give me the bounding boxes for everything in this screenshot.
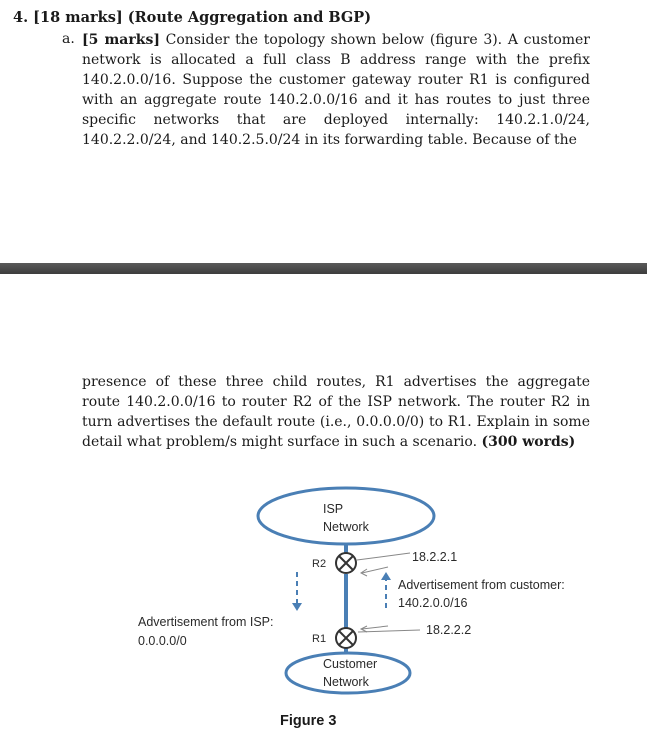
customer-advert-arrowhead: [381, 572, 391, 580]
question-paragraph-1: [82, 30, 590, 150]
topology-diagram: [0, 480, 647, 710]
router-r2-icon: [336, 553, 356, 573]
paragraph-2-text: presence of these three child routes, R1 advertises the aggregate route 140.2.0.0/16 to router R2 of the ISP network. The router R2 in turn advertises the default route (i.e., 0.0.0.0/0) to R1. Explain in some detail what problem/s might surface in such a scenario.: [82, 374, 590, 450]
r1-ip-label: 18.2.2.2: [426, 623, 472, 637]
figure-caption: Figure 3: [280, 713, 337, 729]
r2-ip-label: 18.2.2.1: [412, 550, 458, 564]
isp-label-line2: Network: [323, 520, 369, 534]
r2-label: R2: [312, 558, 327, 570]
isp-advert-arrowhead: [292, 603, 302, 611]
customer-advert-label-line2: 140.2.0.0/16: [398, 596, 468, 610]
isp-label-line1: ISP: [323, 502, 344, 516]
isp-advert-label-line1: Advertisement from ISP:: [138, 615, 274, 629]
question-heading: 4. [18 marks] (Route Aggregation and BGP): [13, 9, 372, 26]
question-paragraph-2: [82, 372, 590, 452]
paragraph-1-text: Consider the topology shown below (figure 3). A customer network is allocated a full class B address range with the prefix 140.2.0.0/16. Suppose the customer gateway router R1 is configured with an aggregate route 140.2.0.0/16 and it has routes to just three specific networks that are deployed internally: 140.2.1.0/24, 140.2.2.0/24, and 140.2.5.0/24 in its forwarding table. Because of the: [82, 32, 590, 148]
customer-label-line1: Customer: [323, 657, 378, 671]
r1-ip-pointer: [358, 630, 420, 632]
isp-advert-label-line2: 0.0.0.0/0: [138, 634, 187, 648]
r1-label: R1: [312, 633, 327, 645]
word-limit: (300 words): [481, 434, 576, 450]
isp-network-ellipse: [258, 488, 434, 544]
router-r1-icon: [336, 628, 356, 648]
r2-ip-pointer: [357, 553, 410, 560]
customer-label-line2: Network: [323, 675, 369, 689]
part-marks: [5 marks]: [82, 32, 160, 48]
customer-advert-label-line1: Advertisement from customer:: [398, 578, 565, 592]
page-divider: [0, 263, 647, 274]
part-label: a.: [62, 31, 75, 47]
